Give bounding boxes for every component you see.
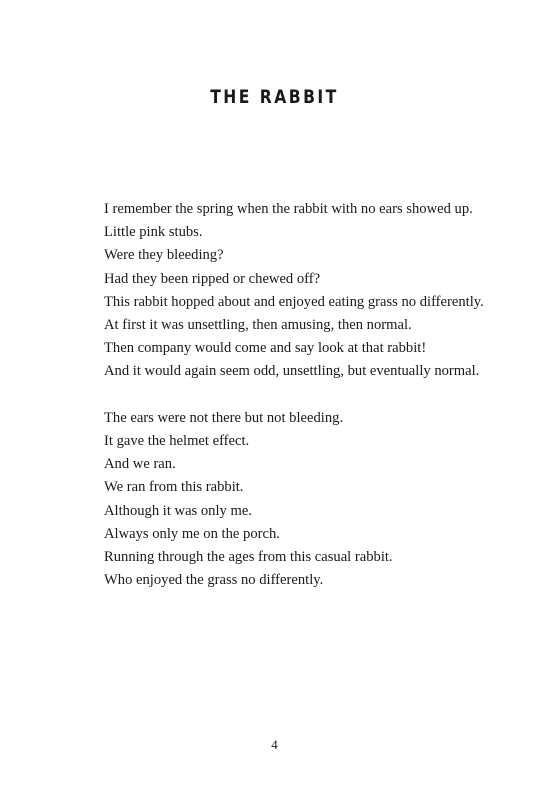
poem-line: This rabbit hopped about and enjoyed eating grass no differently. — [104, 293, 484, 310]
poem-line: Little pink stubs. — [104, 224, 203, 241]
poem-line: We ran from this rabbit. — [104, 479, 244, 496]
poem-line: And it would again seem odd, unsettling, but eventually normal. — [104, 363, 480, 380]
poem-line: Then company would come and say look at that rabbit! — [104, 340, 427, 357]
poem-line: Were they bleeding? — [104, 247, 224, 264]
poem-line: And we ran. — [104, 456, 176, 473]
poem-line: Running through the ages from this casual rabbit. — [104, 549, 393, 566]
poem-line: Always only me on the porch. — [104, 525, 280, 542]
stanza-1 — [104, 198, 534, 384]
stanza-2 — [104, 407, 534, 593]
poem-title: THE RABBIT — [210, 86, 339, 108]
poem-line: At first it was unsettling, then amusing, then normal. — [104, 317, 412, 334]
poem-line: The ears were not there but not bleeding. — [104, 409, 344, 426]
poem-line: I remember the spring when the rabbit with no ears showed up. — [104, 201, 473, 217]
poem-line: It gave the helmet effect. — [104, 433, 250, 450]
poem-line: Although it was only me. — [104, 502, 252, 519]
poem-line: Who enjoyed the grass no differently. — [104, 572, 324, 589]
poem-body — [104, 198, 534, 592]
poem-line: Had they been ripped or chewed off? — [104, 270, 321, 287]
page-number: 4 — [271, 737, 278, 752]
